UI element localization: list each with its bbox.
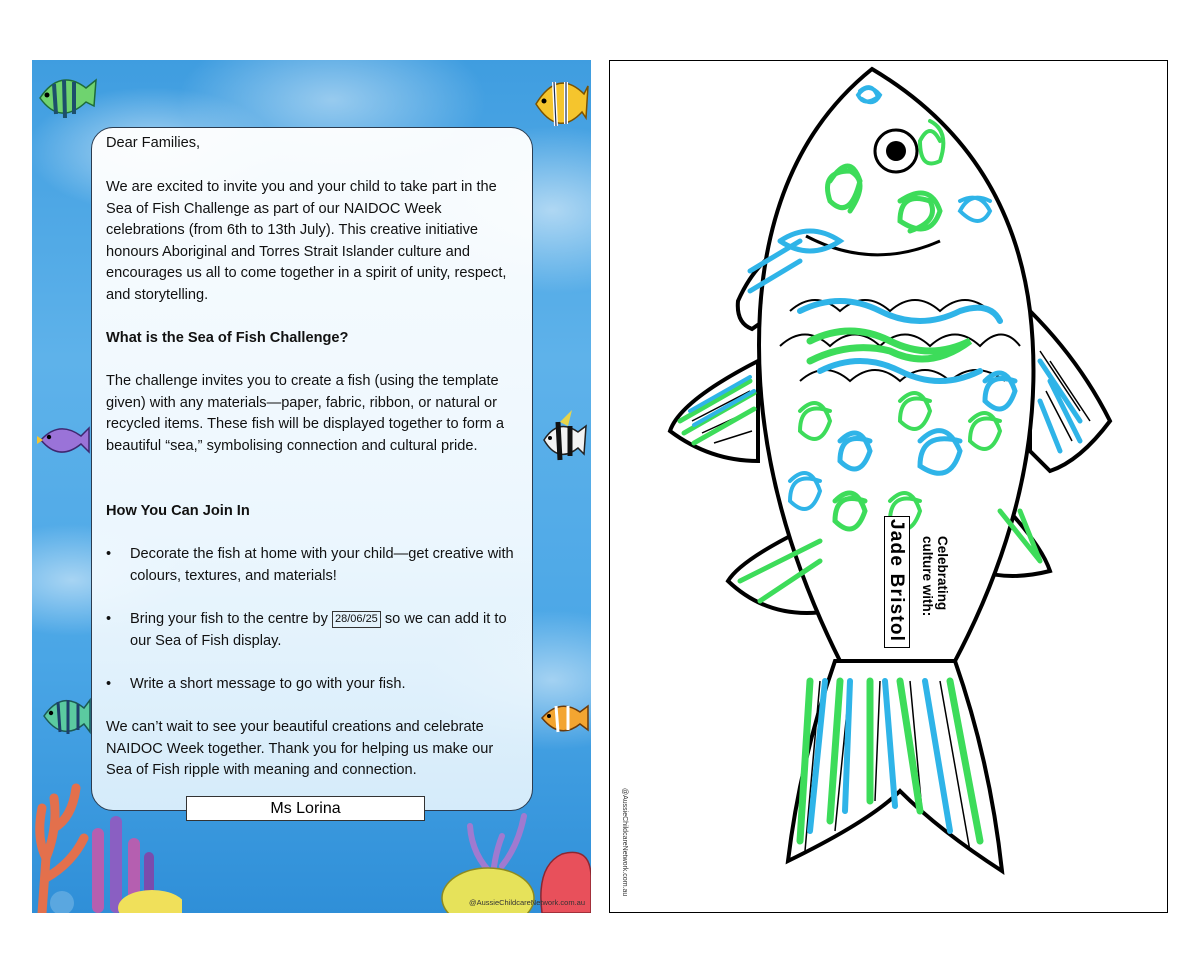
letter-closing-paragraph: We can’t wait to see your beautiful creations and celebrate NAIDOC Week together. Thank you for helping us make our Sea of Fish ripple with meaning and connection. [106,719,494,779]
left-lower-fin [670,361,758,461]
striped-fish-icon [34,62,98,132]
due-date-field[interactable]: 28/06/25 [332,611,381,628]
coral-right-icon [432,806,591,913]
letter-greeting: Dear Families, [106,135,201,151]
letter-page [32,60,591,913]
fish-page-watermark: @AussieChildcareNetwork.com.au [621,788,628,897]
name-label-area [884,516,950,656]
orange-fish-icon [538,694,590,742]
child-name: Jade Bristol [886,519,907,643]
heading-how-to-join: How You Can Join In [106,503,250,519]
green-striped-fish-icon [40,686,92,746]
celebrating-line-2: culture with: [920,536,935,617]
child-name-field[interactable] [884,516,910,648]
letter-intro-paragraph: We are excited to invite you and your child to take part in the Sea of Fish Challenge as part of our NAIDOC Week celebrations (from 6th to 13th July). This creative initiative honours Aboriginal and Torres Strait Islander culture and encourages us all to come together in a spirit of unity, respect, and storytelling. [106,179,507,303]
heading-what-is-challenge: What is the Sea of Fish Challenge? [106,330,349,346]
coloured-fish-drawing [610,61,1167,912]
tail-fin [788,661,1002,871]
bullet-marker: • [106,676,112,692]
letter-card [91,127,533,811]
bullet-bring-fish-text-end: so we can add it to our Sea of Fish display. [130,611,507,649]
fish-template-page [609,60,1168,913]
celebrating-caption [920,536,950,616]
bullet-decorate-fish: Decorate the fish at home with your child—get creative with colours, textures, and materials! [130,546,514,584]
butterflyfish-icon [528,64,590,140]
bullet-marker: • [106,611,112,627]
letter-watermark: @AussieChildcareNetwork.com.au [469,898,585,907]
purple-fish-icon [37,418,91,462]
bullet-write-message: Write a short message to go with your fish. [130,676,406,692]
signature-field[interactable]: Ms Lorina [186,796,425,821]
challenge-description-paragraph: The challenge invites you to create a fish (using the template given) with any materials—paper, fabric, ribbon, or natural or recycled items. These fish will be displayed together to form a beautiful “sea,” symbolising connection and cultural pride. [106,373,505,454]
bullet-bring-fish-text: Bring your fish to the centre by [130,611,332,627]
bullet-bring-fish [130,609,522,652]
bullet-marker: • [106,546,112,562]
celebrating-line-1: Celebrating [935,536,950,611]
moorish-idol-icon [538,410,588,468]
